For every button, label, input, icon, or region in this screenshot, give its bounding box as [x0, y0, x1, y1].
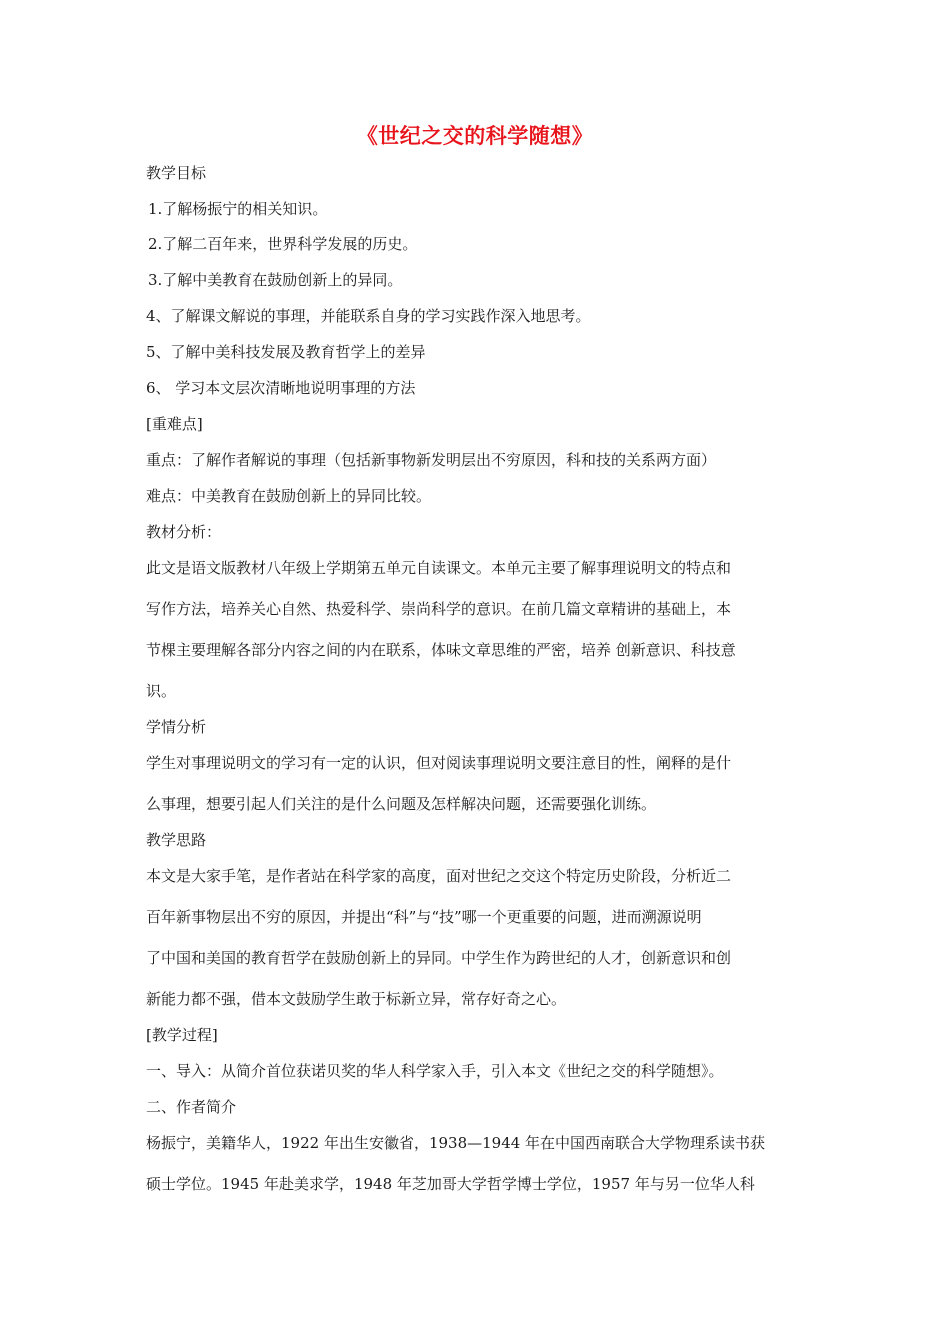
goal-item-1: 1.了解杨振宁的相关知识。: [148, 200, 328, 218]
goal-item-4: 4、了解课文解说的事理，并能联系自身的学习实践作深入地思考。: [146, 307, 591, 325]
heading-teaching-approach: 教学思路: [146, 831, 207, 849]
heading-teaching-goals: 教学目标: [146, 164, 207, 182]
paragraph-line: 节棵主要理解各部分内容之间的内在联系，体味文章思维的严密，培养 创新意识、科技意: [146, 641, 736, 659]
paragraph-line: 杨振宁，美籍华人，1922 年出生安徽省，1938—1944 年在中国西南联合大学物理系读书获: [146, 1134, 766, 1152]
paragraph-line: 本文是大家手笔，是作者站在科学家的高度，面对世纪之交这个特定历史阶段，分析近二: [146, 867, 732, 885]
paragraph-line: 学生对事理说明文的学习有一定的认识，但对阅读事理说明文要注意目的性，阐释的是什: [146, 754, 732, 772]
paragraph-line: 写作方法，培养关心自然、热爱科学、崇尚科学的意识。在前几篇文章精讲的基础上，本: [146, 600, 732, 618]
paragraph-line: 硕士学位。1945 年赴美求学，1948 年芝加哥大学哲学博士学位，1957 年与另一位华人科: [146, 1175, 755, 1193]
goal-item-6: 6、 学习本文层次清晰地说明事理的方法: [146, 379, 416, 397]
heading-teaching-process: [教学过程]: [146, 1026, 218, 1044]
paragraph-line: 此文是语文版教材八年级上学期第五单元自读课文。本单元主要了解事理说明文的特点和: [146, 559, 732, 577]
paragraph-line: 识。: [146, 682, 177, 700]
goal-item-5: 5、了解中美科技发展及教育哲学上的差异: [146, 343, 426, 361]
paragraph-line: 新能力都不强，借本文鼓励学生敢于标新立异，常存好奇之心。: [146, 990, 567, 1008]
document-title: 《世纪之交的科学随想》: [356, 124, 594, 148]
heading-student-analysis: 学情分析: [146, 718, 207, 736]
intro-line: 一、导入：从简介首位获诺贝奖的华人科学家入手，引入本文《世纪之交的科学随想》。: [146, 1062, 724, 1080]
paragraph-line: 么事理，想要引起人们关注的是什么问题及怎样解决问题，还需要强化训练。: [146, 795, 657, 813]
paragraph-line: 了中国和美国的教育哲学在鼓励创新上的异同。中学生作为跨世纪的人才，创新意识和创: [146, 949, 732, 967]
goal-item-3: 3.了解中美教育在鼓励创新上的异同。: [148, 271, 403, 289]
heading-author-intro: 二、作者简介: [146, 1098, 237, 1116]
difficulty-line: 难点：中美教育在鼓励创新上的异同比较。: [146, 487, 432, 505]
key-point-line: 重点：了解作者解说的事理（包括新事物新发明层出不穷原因，科和技的关系两方面）: [146, 451, 717, 469]
heading-material-analysis: 教材分析：: [146, 523, 222, 541]
heading-key-difficulties: [重难点]: [146, 415, 203, 433]
paragraph-line: 百年新事物层出不穷的原因，并提出“科”与“技”哪一个更重要的问题，进而溯源说明: [146, 908, 702, 926]
goal-item-2: 2.了解二百年来，世界科学发展的历史。: [148, 235, 418, 253]
